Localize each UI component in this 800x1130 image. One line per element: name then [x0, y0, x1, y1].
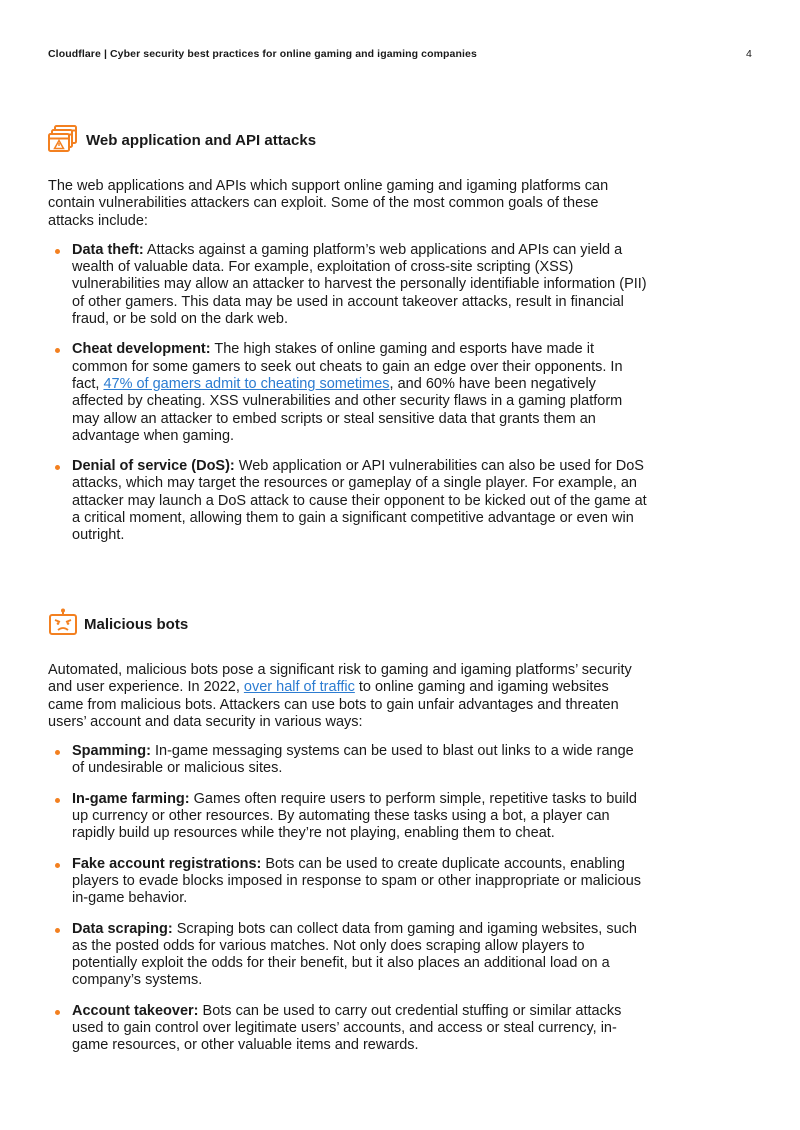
item-label: In-game farming:: [72, 790, 190, 807]
item-text: Web application or API vulnerabilities can also be used for DoS attacks, which may target the resources or gameplay of a single player. For example, an attacker may launch a DoS attack to cause their opponent to be kicked out of the game at a critical moment, allowing them to gain a significant competitive advantage or even win outright.: [72, 458, 647, 544]
page-number: 4: [746, 48, 752, 60]
bullet-dot: [55, 863, 60, 868]
section-intro: [48, 662, 648, 731]
item-text: Scraping bots can collect data from gaming and igaming websites, such as the posted odds for various matches. Not only does scraping allow players to potentially exploit the odds for their benefit, but it also places an additional load on a company’s systems.: [72, 920, 637, 989]
bullet-dot: [55, 928, 60, 933]
angry-robot-icon: [48, 608, 80, 640]
bot-traffic-link[interactable]: over half of traffic: [243, 679, 355, 696]
bullet-dot: [55, 249, 60, 254]
section-web-app-attacks: [48, 124, 648, 545]
bullet-dot: [55, 1010, 60, 1015]
section-title: Malicious bots: [84, 615, 189, 633]
bullet-dot: [55, 465, 60, 470]
list-item: [48, 791, 648, 843]
bullet-dot: [55, 348, 60, 353]
list-item: [48, 921, 648, 990]
item-label: Fake account registrations:: [72, 855, 262, 872]
section-heading: [48, 124, 648, 156]
list-item: [48, 1003, 648, 1055]
item-label: Denial of service (DoS):: [72, 458, 235, 475]
section-intro: The web applications and APIs which support online gaming and igaming platforms can contain vulnerabilities attackers can exploit. Some of the most common goals of these attacks include:: [48, 178, 609, 229]
item-label: Data scraping:: [72, 920, 173, 937]
bullet-dot: [55, 798, 60, 803]
item-label: Data theft:: [72, 241, 144, 258]
attack-goals-list: [48, 242, 648, 545]
bullet-dot: [55, 750, 60, 755]
item-label: Cheat development:: [72, 341, 211, 358]
item-text: , and 60% have been negatively affected by cheating. XSS vulnerabilities and other security flaws in a gaming platform may allow an attacker to embed scripts or steal sensitive data that grants them an advantage when gaming.: [72, 375, 623, 444]
header-title: Cloudflare | Cyber security best practices for online gaming and igaming companies: [48, 48, 477, 60]
item-text: The high stakes of online gaming and esports have made it common for some gamers to seek out cheats to gain an edge over their opponents. In fact,: [72, 341, 623, 392]
section-heading: [48, 608, 648, 640]
bot-threats-list: [48, 743, 648, 1054]
item-label: Account takeover:: [72, 1002, 199, 1019]
list-item: [48, 242, 648, 328]
item-label: Spamming:: [72, 743, 151, 760]
item-text: In-game messaging systems can be used to blast out links to a wide range of undesirable or malicious sites.: [72, 743, 634, 777]
item-text: Attacks against a gaming platform’s web applications and APIs can yield a wealth of valuable data. For example, exploitation of cross-site scripting (XSS) vulnerabilities may allow an attacker to harvest the personally identifiable information (PII) of other gamers. This data may be used in account takeover attacks, result in financial fraud, or be sold on the dark web.: [72, 241, 647, 328]
page-header: [48, 48, 752, 64]
cheating-stat-link[interactable]: 47% of gamers admit to cheating sometimes: [103, 375, 390, 392]
list-item: [48, 856, 648, 908]
item-text: Bots can be used to carry out credential stuffing or similar attacks used to gain control over legitimate users’ accounts, and access or steal currency, in-game resources, or other valuable items and rewards.: [72, 1002, 622, 1054]
item-text: Bots can be used to create duplicate accounts, enabling players to evade blocks imposed in response to spam or other inappropriate or malicious in-game behavior.: [72, 855, 642, 907]
list-item: [48, 458, 648, 544]
section-title: Web application and API attacks: [86, 131, 317, 149]
list-item: [48, 743, 648, 778]
section-malicious-bots: [48, 608, 648, 1055]
web-window-warning-icon: [48, 124, 80, 156]
list-item: [48, 341, 648, 445]
item-text: Games often require users to perform simple, repetitive tasks to build up currency or other resources. By automating these tasks using a bot, a player can rapidly build up resources while they’re not playing, enabling them to cheat.: [72, 790, 637, 842]
intro-text: Automated, malicious bots pose a significant risk to gaming and igaming platforms’ security and user experience. In 2022,: [48, 662, 632, 696]
intro-text: to online gaming and igaming websites came from malicious bots. Attackers can use bots to gain unfair advantages and threaten users’ account and data security in various ways:: [48, 679, 619, 730]
